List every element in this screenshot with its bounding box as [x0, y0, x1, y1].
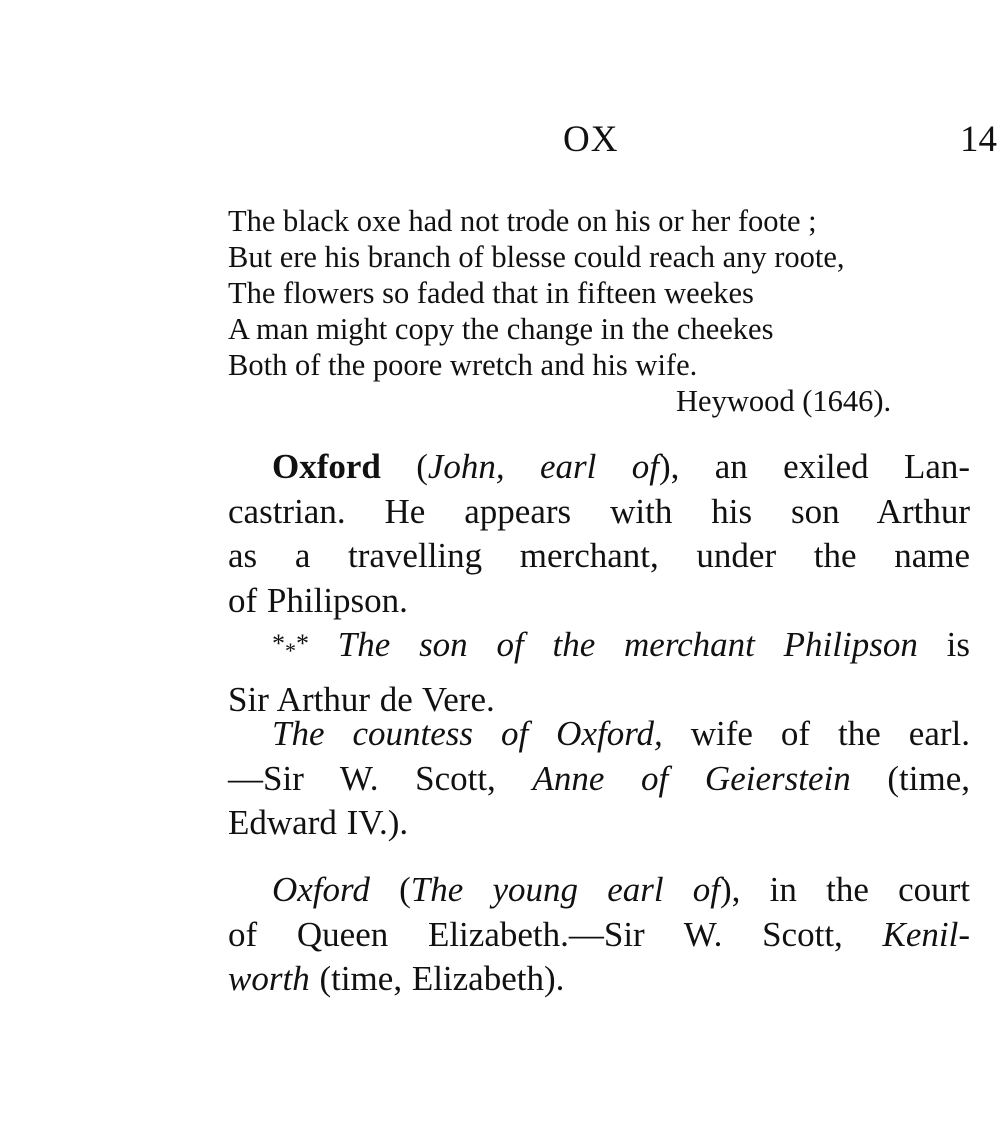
asterism-star: * [272, 629, 285, 658]
entry-name-italic: The countess of Oxford, [272, 714, 663, 753]
verse-line: But ere his branch of blesse could reach any roote, [228, 240, 845, 274]
paren: ( [380, 447, 428, 486]
paren: ( [369, 870, 411, 909]
entry-line [228, 623, 970, 678]
citation-suffix: (time, Elizabeth). [309, 959, 565, 998]
entry-text: wife of the earl. [662, 714, 970, 753]
verse-line: The flowers so faded that in fifteen weekes [228, 276, 754, 310]
note-italic: The son of the merchant Philipson [337, 625, 918, 664]
verse-line: A man might copy the change in the cheekes [228, 312, 774, 346]
headword: Oxford [272, 447, 381, 486]
entry-line: Sir Arthur de Vere. [228, 679, 495, 719]
qualifier: John, earl of [427, 447, 659, 486]
entry-young-earl [228, 868, 970, 1002]
citation-prefix: of Queen Elizabeth.—Sir W. Scott, [228, 914, 883, 954]
entry-oxford-john [228, 445, 970, 623]
asterism-star: * [285, 638, 296, 664]
entry-line: as a travelling merchant, under the name [228, 536, 970, 575]
entry-line [228, 957, 970, 1002]
work-title: worth [228, 959, 310, 998]
entry-line: castrian. He appears with his son Arthur [228, 491, 970, 531]
verse-line: Both of the poore wretch and his wife. [228, 348, 698, 382]
asterism-star: * [296, 629, 309, 658]
work-title: Anne of Geierstein [532, 758, 851, 798]
citation-prefix: —Sir W. Scott, [228, 758, 533, 798]
entry-countess [228, 712, 970, 846]
entry-line [228, 712, 970, 757]
asterism [272, 629, 309, 664]
entry-name-italic: Oxford [272, 870, 370, 909]
note-philipson [228, 623, 970, 722]
entry-line: of Philipson. [228, 580, 408, 620]
running-head: OX [563, 119, 619, 160]
entry-line [228, 445, 970, 490]
entry-text: is [917, 625, 970, 664]
verse-attribution: Heywood (1646). [676, 384, 892, 418]
work-title: Kenil- [882, 914, 970, 954]
entry-text: ), an exiled Lan- [658, 447, 971, 486]
citation-suffix: (time, [850, 758, 970, 798]
verse-quotation [228, 203, 973, 383]
verse-line: The black oxe had not trode on his or her foote ; [228, 204, 817, 238]
entry-text: ), in the court [720, 870, 970, 909]
page-number: 14 [960, 119, 997, 160]
entry-line: Edward IV.). [228, 803, 409, 842]
qualifier: The young earl of [410, 870, 721, 909]
entry-line [228, 868, 970, 913]
entry-line [228, 913, 970, 958]
entry-line [228, 757, 970, 802]
